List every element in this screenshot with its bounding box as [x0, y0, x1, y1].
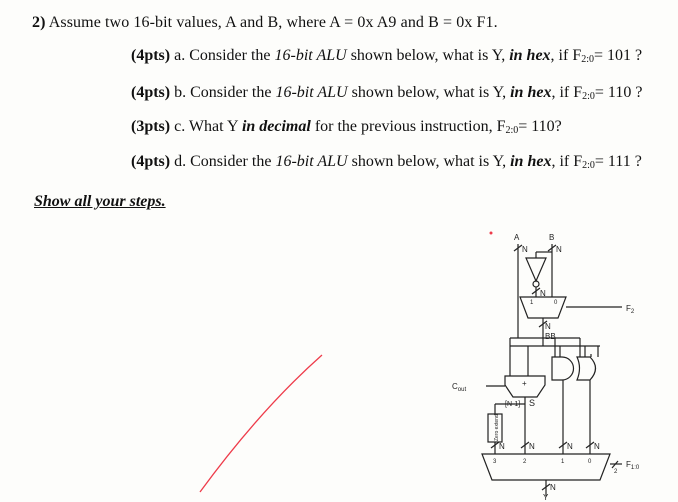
question-number: 2)	[32, 14, 46, 31]
label-two: 2	[614, 469, 618, 475]
part-b-alu: 16-bit ALU	[275, 84, 348, 101]
red-pen-mark	[200, 355, 322, 492]
part-b-emph: in hex	[510, 84, 552, 101]
label-a: A	[514, 233, 520, 242]
part-c-sub: 2:0	[505, 125, 519, 136]
part-a-mid: shown below, what is Y,	[346, 47, 510, 64]
part-d-pre: d. Consider the	[174, 153, 276, 170]
part-b-points: (4pts)	[131, 84, 171, 101]
part-c-mid: for the previous instruction, F	[310, 118, 506, 135]
part-d-mid: shown below, what is Y,	[347, 153, 511, 170]
part-b-pre: b. Consider the	[174, 84, 276, 101]
label-n-b: N	[556, 245, 562, 254]
part-a-value: = 101 ?	[594, 47, 643, 64]
label-n-a: N	[522, 245, 528, 254]
label-plus: +	[522, 379, 527, 388]
label-f2: $F_2$	[626, 304, 635, 315]
show-steps-instruction: Show all your steps.	[34, 193, 166, 210]
label-n-mux0: N	[594, 442, 600, 451]
question-text: Assume two 16-bit values, A and B, where A = 0x A9 and B = 0x F1.	[48, 14, 498, 31]
part-d-points: (4pts)	[131, 153, 171, 170]
part-a-sub: 2:0	[581, 54, 594, 65]
label-mux-in-3: 3	[493, 459, 497, 465]
label-n-bb: N	[545, 322, 551, 331]
label-mux-sel-one: 1	[530, 300, 534, 306]
part-c-pre: c. What Y	[174, 118, 242, 135]
inverter-gate	[526, 258, 546, 281]
output-mux	[482, 454, 610, 480]
label-s: S	[529, 398, 536, 408]
part-a-post: , if F	[550, 47, 582, 64]
label-mux-in-2: 2	[523, 459, 527, 465]
bb-mux	[520, 297, 566, 318]
part-d-value: = 111 ?	[594, 153, 642, 170]
label-f10: $F_{1:0}$	[626, 460, 640, 471]
label-y: Y	[543, 493, 549, 502]
label-zero-extend: Zero extend	[494, 414, 500, 441]
part-c-points: (3pts)	[131, 118, 171, 135]
part-a-pre: a. Consider the	[174, 47, 275, 64]
or-gate	[577, 357, 596, 380]
part-b-mid: shown below, what is Y,	[347, 84, 511, 101]
label-n-mux2: N	[529, 442, 535, 451]
part-d-alu: 16-bit ALU	[275, 153, 348, 170]
part-a-points: (4pts)	[131, 47, 171, 64]
label-cout: $C_{out}$	[452, 382, 467, 393]
label-n1: [N-1]	[505, 401, 521, 408]
part-d-sub: 2:0	[582, 160, 595, 171]
label-mux-in-1: 1	[561, 459, 565, 465]
label-n-y: N	[550, 483, 556, 492]
and-gate	[552, 357, 574, 380]
label-bb: BB	[545, 332, 556, 341]
label-mux-sel-zero: 0	[554, 300, 558, 306]
part-a-emph: in hex	[509, 47, 551, 64]
part-b-post: , if F	[551, 84, 583, 101]
part-b-sub: 2:0	[582, 91, 595, 102]
red-pen-dot	[490, 232, 493, 235]
part-c-emph: in decimal	[241, 118, 311, 135]
label-mux-in-0: 0	[588, 459, 592, 465]
part-d-post: , if F	[551, 153, 583, 170]
part-d-emph: in hex	[510, 153, 552, 170]
label-b: B	[549, 233, 555, 242]
label-n-mux3: N	[499, 442, 505, 451]
part-c-value: = 110?	[518, 118, 562, 135]
label-n-mux1: N	[567, 442, 573, 451]
part-a-alu: 16-bit ALU	[274, 47, 347, 64]
label-n-inv: N	[540, 289, 546, 298]
part-b-value: = 110 ?	[594, 84, 643, 101]
